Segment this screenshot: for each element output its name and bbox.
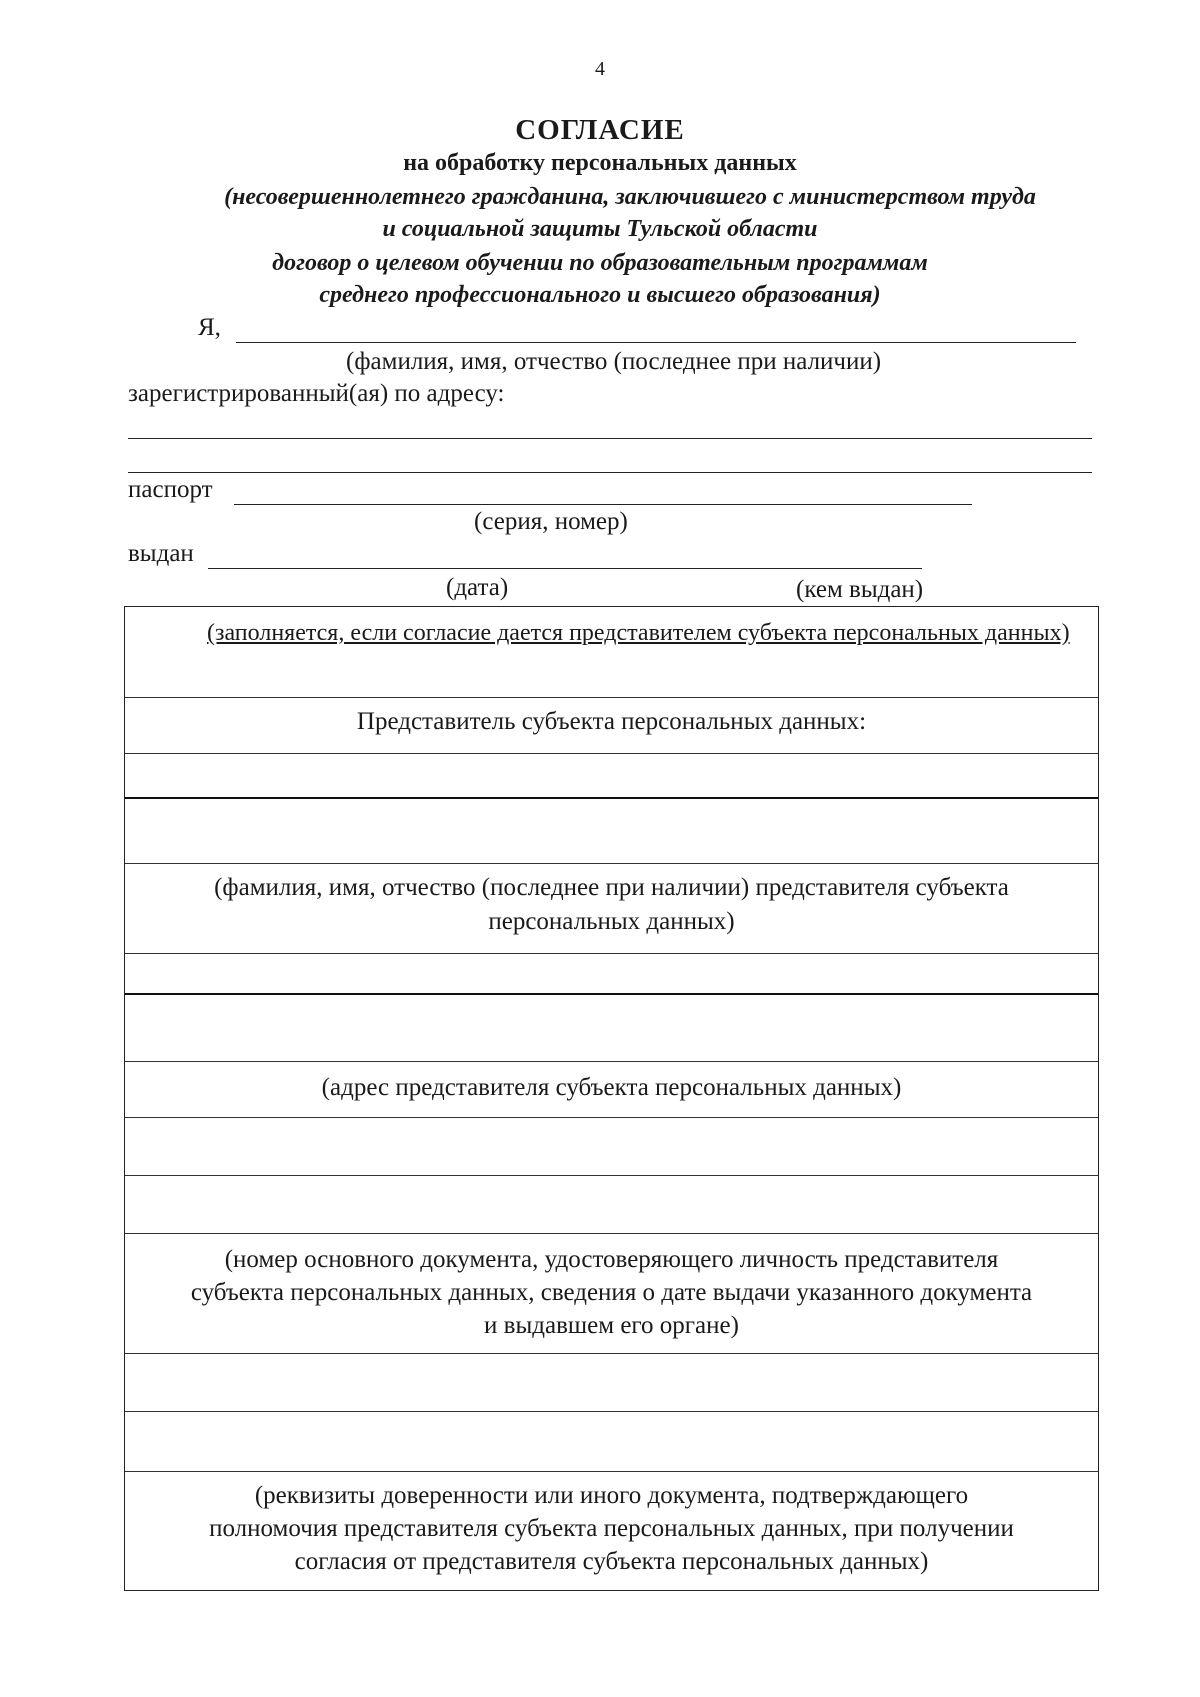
representative-heading: Представитель субъекта персональных данных:	[356, 708, 867, 735]
representative-document-note-line-3: и выдавшем его органе)	[484, 1312, 739, 1339]
issued-by-note: (кем выдан)	[796, 576, 924, 603]
row-divider	[125, 863, 1098, 864]
document-subtitle: на обработку персональных данных	[403, 150, 797, 176]
passport-label: паспорт	[128, 476, 213, 503]
issued-fill-line[interactable]	[208, 568, 922, 569]
fill-condition-note: (заполняется, если согласие дается представителем субъекта персональных данных)	[207, 620, 1070, 646]
representative-proxy-note-line-1: (реквизиты доверенности или иного документа, подтверждающего	[254, 1482, 969, 1509]
address-fill-line-1[interactable]	[128, 438, 1092, 439]
address-label: зарегистрированный(ая) по адресу:	[128, 380, 505, 407]
representative-address-fill-line[interactable]	[125, 993, 1098, 995]
subtitle-italic-line-1: (несовершеннолетнего гражданина, заключившего с министерством труда	[224, 184, 1036, 210]
fio-fill-line[interactable]	[236, 342, 1076, 343]
representative-proxy-note-line-3: согласия от представителя субъекта персональных данных)	[294, 1548, 929, 1575]
row-divider	[125, 1233, 1098, 1234]
representative-proxy-note-line-2: полномочия представителя субъекта персональных данных, при получении	[209, 1515, 1014, 1542]
i-label: Я,	[198, 314, 221, 341]
row-divider	[125, 1061, 1098, 1062]
representative-fio-note-line-2: персональных данных)	[488, 908, 735, 935]
page-number: 4	[595, 58, 605, 80]
row-divider	[125, 953, 1098, 954]
row-divider	[125, 753, 1098, 754]
passport-note: (серия, номер)	[474, 508, 628, 535]
representative-document-fill-line[interactable]	[125, 1175, 1098, 1176]
representative-fio-note-line-1: (фамилия, имя, отчество (последнее при наличии) представителя субъекта	[214, 874, 1009, 901]
issued-label: выдан	[128, 540, 194, 567]
document-title: СОГЛАСИЕ	[515, 114, 685, 146]
representative-document-note-line-2: субъекта персональных данных, сведения о дате выдачи указанного документа	[190, 1279, 1033, 1306]
subtitle-italic-line-3: договор о целевом обучении по образовательным программам	[272, 250, 928, 276]
representative-address-note: (адрес представителя субъекта персональных данных)	[321, 1074, 902, 1101]
date-note: (дата)	[446, 574, 509, 601]
representative-box	[124, 606, 1099, 1591]
address-fill-line-2[interactable]	[128, 472, 1092, 473]
row-divider	[125, 1353, 1098, 1354]
representative-proxy-fill-line[interactable]	[125, 1411, 1098, 1412]
row-divider	[125, 697, 1098, 698]
subtitle-italic-line-2: и социальной защиты Тульской области	[382, 216, 818, 242]
row-divider	[125, 1117, 1098, 1118]
representative-fio-fill-line[interactable]	[125, 797, 1098, 799]
row-divider	[125, 1471, 1098, 1472]
passport-fill-line[interactable]	[234, 504, 972, 505]
fio-note: (фамилия, имя, отчество (последнее при наличии)	[346, 348, 882, 375]
subtitle-italic-line-4: среднего профессионального и высшего образования)	[319, 282, 881, 308]
representative-document-note-line-1: (номер основного документа, удостоверяющего личность представителя	[224, 1246, 999, 1273]
